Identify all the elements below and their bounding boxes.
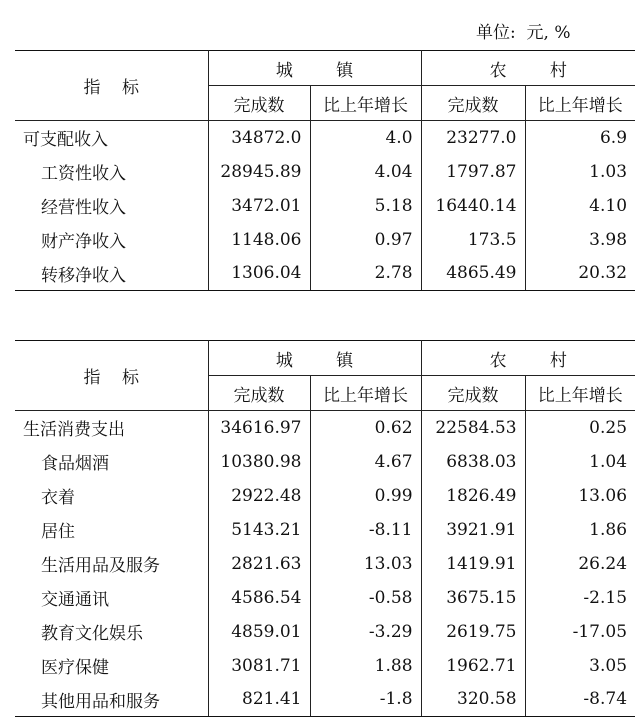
indicator-header: 指 标 <box>15 341 208 411</box>
urban-growth-value: 5.18 <box>310 189 421 223</box>
urban-header: 城 镇 <box>208 341 421 376</box>
urban-header: 城 镇 <box>208 51 421 86</box>
urban-growth-value: 4.0 <box>310 121 421 155</box>
urban-growth-header: 比上年增长 <box>310 376 421 411</box>
rural-completed-header: 完成数 <box>421 86 525 121</box>
row-name: 转移净收入 <box>15 257 208 291</box>
rural-completed-value: 1419.91 <box>421 547 525 581</box>
table-row <box>15 121 635 155</box>
row-name: 经营性收入 <box>15 189 208 223</box>
expenditure-rows <box>15 411 635 717</box>
urban-completed-value: 2821.63 <box>208 547 310 581</box>
rural-header: 农 村 <box>421 341 635 376</box>
table-row <box>15 649 635 683</box>
rural-completed-value: 1797.87 <box>421 155 525 189</box>
row-name: 居住 <box>15 513 208 547</box>
rural-completed-value: 6838.03 <box>421 445 525 479</box>
rural-growth-value: 13.06 <box>578 485 628 506</box>
row-name: 财产净收入 <box>15 223 208 257</box>
table-row <box>15 581 635 615</box>
urban-growth-value: 0.97 <box>310 223 421 257</box>
row-name: 教育文化娱乐 <box>15 615 208 649</box>
urban-completed-value: 1148.06 <box>208 223 310 257</box>
rural-completed-value: 1962.71 <box>421 649 525 683</box>
rural-completed-value: 16440.14 <box>421 189 525 223</box>
urban-completed-value: 34616.97 <box>208 411 310 445</box>
rural-completed-value: 3921.91 <box>421 513 525 547</box>
urban-completed-value: 3472.01 <box>208 189 310 223</box>
rural-completed-value: 173.5 <box>421 223 525 257</box>
indicator-header: 指 标 <box>15 51 208 121</box>
table-row <box>15 189 635 223</box>
rural-completed-value: 22584.53 <box>421 411 525 445</box>
urban-completed-value: 4586.54 <box>208 581 310 615</box>
urban-growth-header: 比上年增长 <box>310 86 421 121</box>
rural-growth-value: 6.9 <box>599 127 628 148</box>
urban-growth-value: 2.78 <box>310 257 421 291</box>
rural-growth-value: 1.04 <box>589 451 628 472</box>
table-row <box>15 615 635 649</box>
urban-completed-value: 3081.71 <box>208 649 310 683</box>
row-name: 可支配收入 <box>15 121 208 155</box>
rural-growth-header: 比上年增长 <box>525 86 635 121</box>
table-row <box>15 411 635 445</box>
row-name: 医疗保健 <box>15 649 208 683</box>
rural-completed-value: 1826.49 <box>421 479 525 513</box>
urban-growth-value: 0.99 <box>310 479 421 513</box>
table-row <box>15 257 635 291</box>
rural-header: 农 村 <box>421 51 635 86</box>
urban-completed-value: 2922.48 <box>208 479 310 513</box>
rural-completed-header: 完成数 <box>421 376 525 411</box>
urban-completed-value: 10380.98 <box>208 445 310 479</box>
rural-completed-value: 4865.49 <box>421 257 525 291</box>
urban-growth-value: 4.67 <box>310 445 421 479</box>
table-row <box>15 445 635 479</box>
income-table <box>15 50 635 291</box>
urban-completed-value: 821.41 <box>208 683 310 717</box>
rural-growth-value: 20.32 <box>525 257 635 291</box>
urban-completed-value: 1306.04 <box>208 257 310 291</box>
rural-growth-value: 1.03 <box>589 161 628 182</box>
table-row <box>15 547 635 581</box>
rural-growth-value: -8.74 <box>525 683 635 717</box>
rural-growth-value: 0.25 <box>589 417 628 438</box>
urban-growth-value: -3.29 <box>310 615 421 649</box>
unit-label: 单位: 元, % <box>476 23 571 43</box>
row-name: 衣着 <box>15 479 208 513</box>
row-name: 生活消费支出 <box>15 411 208 445</box>
urban-growth-value: 4.04 <box>310 155 421 189</box>
rural-growth-value: -17.05 <box>572 621 628 642</box>
row-name: 生活用品及服务 <box>15 547 208 581</box>
urban-completed-value: 34872.0 <box>208 121 310 155</box>
table-row <box>15 683 635 717</box>
table-row <box>15 479 635 513</box>
rural-completed-value: 320.58 <box>421 683 525 717</box>
rural-growth-value: 3.98 <box>589 229 628 250</box>
table-row <box>15 513 635 547</box>
row-name: 工资性收入 <box>15 155 208 189</box>
urban-growth-value: 13.03 <box>310 547 421 581</box>
row-name: 其他用品和服务 <box>15 683 208 717</box>
rural-growth-value: -2.15 <box>583 587 628 608</box>
row-name: 交通通讯 <box>15 581 208 615</box>
urban-growth-value: 0.62 <box>310 411 421 445</box>
urban-completed-value: 4859.01 <box>208 615 310 649</box>
rural-completed-value: 3675.15 <box>421 581 525 615</box>
rural-growth-value: 3.05 <box>589 655 628 676</box>
urban-growth-value: -1.8 <box>310 683 421 717</box>
rural-growth-value: 1.86 <box>589 519 628 540</box>
rural-completed-value: 2619.75 <box>421 615 525 649</box>
row-name: 食品烟酒 <box>15 445 208 479</box>
rural-growth-header: 比上年增长 <box>525 376 635 411</box>
rural-growth-value: 26.24 <box>578 553 628 574</box>
urban-growth-value: 1.88 <box>310 649 421 683</box>
urban-completed-value: 28945.89 <box>208 155 310 189</box>
urban-completed-value: 5143.21 <box>208 513 310 547</box>
table-row <box>15 223 635 257</box>
urban-completed-header: 完成数 <box>208 376 310 411</box>
table-row <box>15 155 635 189</box>
income-rows <box>15 121 635 291</box>
expenditure-table <box>15 340 635 717</box>
urban-growth-value: -0.58 <box>310 581 421 615</box>
urban-completed-header: 完成数 <box>208 86 310 121</box>
rural-growth-value: 4.10 <box>589 195 628 216</box>
urban-growth-value: -8.11 <box>310 513 421 547</box>
rural-completed-value: 23277.0 <box>421 121 525 155</box>
